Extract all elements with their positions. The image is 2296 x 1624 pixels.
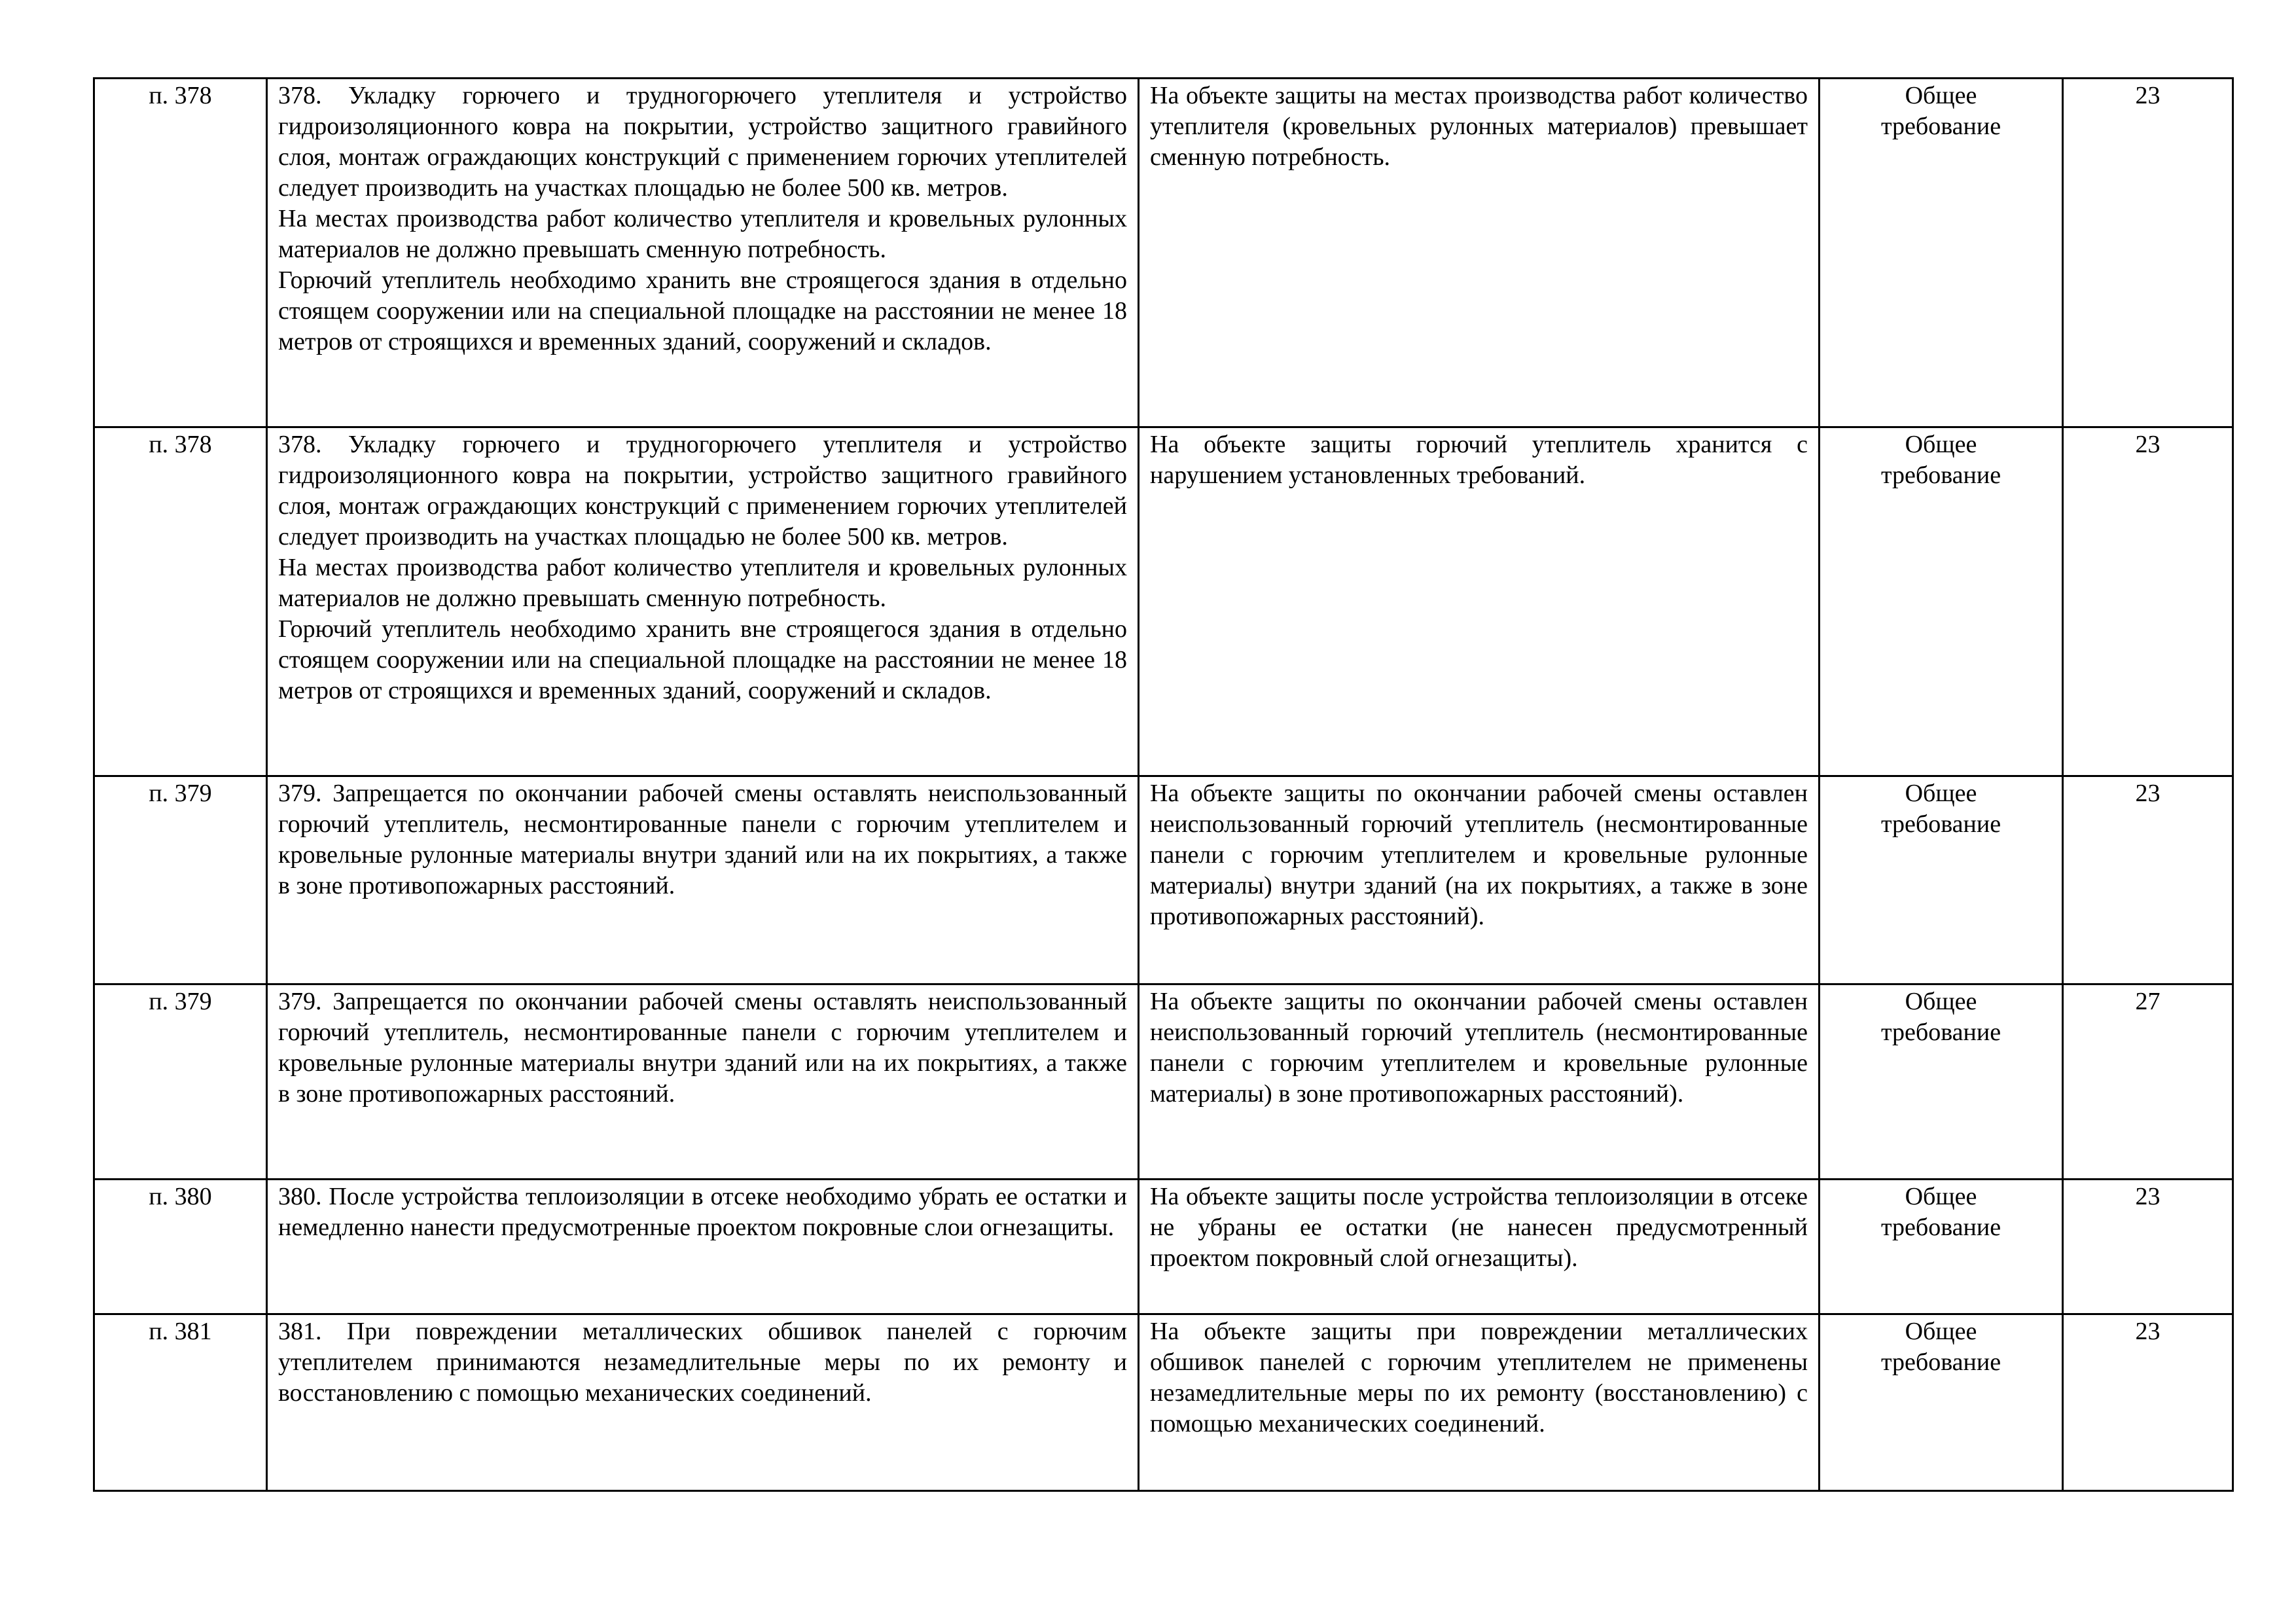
requirement-cell (267, 79, 1139, 427)
requirement-type-line: Общее (1905, 1318, 1977, 1345)
requirement-type-line: требование (1880, 1348, 2001, 1376)
requirement-type-line: требование (1880, 113, 2001, 140)
requirement-type-cell (1820, 427, 2063, 776)
table-row (94, 1180, 2233, 1314)
requirement-text: 381. При повреждении металлических обшивок панелей с горючим утеплителем принимаются незамедлительные меры по их ремонту и восстановлению с помощью механических соединений. (278, 1318, 1127, 1407)
requirement-type-line: требование (1880, 810, 2001, 838)
requirement-cell (267, 427, 1139, 776)
table-row (94, 1314, 2233, 1491)
code-cell: 23 (2063, 1314, 2233, 1491)
paragraph-cell: п. 379 (94, 984, 267, 1180)
violation-cell: На объекте защиты при повреждении металлических обшивок панелей с горючим утеплителем не применены незамедлительные меры по их ремонту (восстановлению) с помощью механических соединений. (1139, 1314, 1820, 1491)
code-cell: 23 (2063, 1180, 2233, 1314)
requirement-text: 379. Запрещается по окончании рабочей смены оставлять неиспользованный горючий утеплитель, несмонтированные панели с горючим утеплителем и кровельные рулонные материалы внутри зданий или на их покрытиях, а также в зоне противопожарных расстояний. (278, 780, 1127, 899)
requirement-type-line: Общее (1905, 1183, 1977, 1210)
paragraph-cell: п. 378 (94, 427, 267, 776)
violation-cell: На объекте защиты после устройства теплоизоляции в отсеке не убраны ее остатки (не нанесен предусмотренный проектом покровный слой огнезащиты). (1139, 1180, 1820, 1314)
requirement-text: Горючий утеплитель необходимо хранить вне строящегося здания в отдельно стоящем сооружении или на специальной площадке на расстоянии не менее 18 метров от строящихся и временных зданий, сооружений и складов. (278, 615, 1127, 704)
requirement-type-line: требование (1880, 461, 2001, 489)
requirement-type-line: Общее (1905, 431, 1977, 458)
violation-cell: На объекте защиты горючий утеплитель хранится с нарушением установленных требований. (1139, 427, 1820, 776)
requirement-text: 380. После устройства теплоизоляции в отсеке необходимо убрать ее остатки и немедленно нанести предусмотренные проектом покровные слои огнезащиты. (278, 1183, 1127, 1241)
table-row (94, 776, 2233, 984)
requirement-type-cell (1820, 1314, 2063, 1491)
requirement-cell (267, 984, 1139, 1180)
requirement-type-cell (1820, 79, 2063, 427)
code-cell: 23 (2063, 427, 2233, 776)
requirement-type-cell (1820, 1180, 2063, 1314)
requirement-type-cell (1820, 776, 2063, 984)
requirement-type-line: требование (1880, 1214, 2001, 1241)
table-row (94, 79, 2233, 427)
paragraph-cell: п. 381 (94, 1314, 267, 1491)
requirement-text: 378. Укладку горючего и трудногорючего утеплителя и устройство гидроизоляционного ковра на покрытии, устройство защитного гравийного слоя, монтаж ограждающих конструкций с применением горючих утеплителей следует производить на участках площадью не более 500 кв. метров. (278, 82, 1127, 202)
requirement-text: На местах производства работ количество утеплителя и кровельных рулонных материалов не должно превышать сменную потребность. (278, 554, 1127, 612)
requirement-text: Горючий утеплитель необходимо хранить вне строящегося здания в отдельно стоящем сооружении или на специальной площадке на расстоянии не менее 18 метров от строящихся и временных зданий, сооружений и складов. (278, 266, 1127, 355)
code-cell: 23 (2063, 79, 2233, 427)
requirement-type-line: Общее (1905, 82, 1977, 109)
table-row (94, 984, 2233, 1180)
code-cell: 27 (2063, 984, 2233, 1180)
requirement-cell (267, 1314, 1139, 1491)
requirement-type-cell (1820, 984, 2063, 1180)
requirement-type-line: Общее (1905, 780, 1977, 807)
paragraph-cell: п. 380 (94, 1180, 267, 1314)
requirement-cell (267, 776, 1139, 984)
requirements-table (93, 77, 2234, 1492)
violation-cell: На объекте защиты по окончании рабочей смены оставлен неиспользованный горючий утеплитель (несмонтированные панели с горючим утеплителем и кровельные рулонные материалы) в зоне противопожарных расстояний). (1139, 984, 1820, 1180)
requirement-type-line: Общее (1905, 988, 1977, 1015)
requirement-text: На местах производства работ количество утеплителя и кровельных рулонных материалов не должно превышать сменную потребность. (278, 205, 1127, 263)
requirement-text: 378. Укладку горючего и трудногорючего утеплителя и устройство гидроизоляционного ковра на покрытии, устройство защитного гравийного слоя, монтаж ограждающих конструкций с применением горючих утеплителей следует производить на участках площадью не более 500 кв. метров. (278, 431, 1127, 550)
requirement-type-line: требование (1880, 1019, 2001, 1046)
violation-cell: На объекте защиты на местах производства работ количество утеплителя (кровельных рулонных материалов) превышает сменную потребность. (1139, 79, 1820, 427)
requirement-cell (267, 1180, 1139, 1314)
requirement-text: 379. Запрещается по окончании рабочей смены оставлять неиспользованный горючий утеплитель, несмонтированные панели с горючим утеплителем и кровельные рулонные материалы внутри зданий или на их покрытиях, а также в зоне противопожарных расстояний. (278, 988, 1127, 1108)
violation-cell: На объекте защиты по окончании рабочей смены оставлен неиспользованный горючий утеплитель (несмонтированные панели с горючим утеплителем и кровельные рулонные материалы) внутри зданий (на их покрытиях, а также в зоне противопожарных расстояний). (1139, 776, 1820, 984)
paragraph-cell: п. 378 (94, 79, 267, 427)
paragraph-cell: п. 379 (94, 776, 267, 984)
table-row (94, 427, 2233, 776)
code-cell: 23 (2063, 776, 2233, 984)
